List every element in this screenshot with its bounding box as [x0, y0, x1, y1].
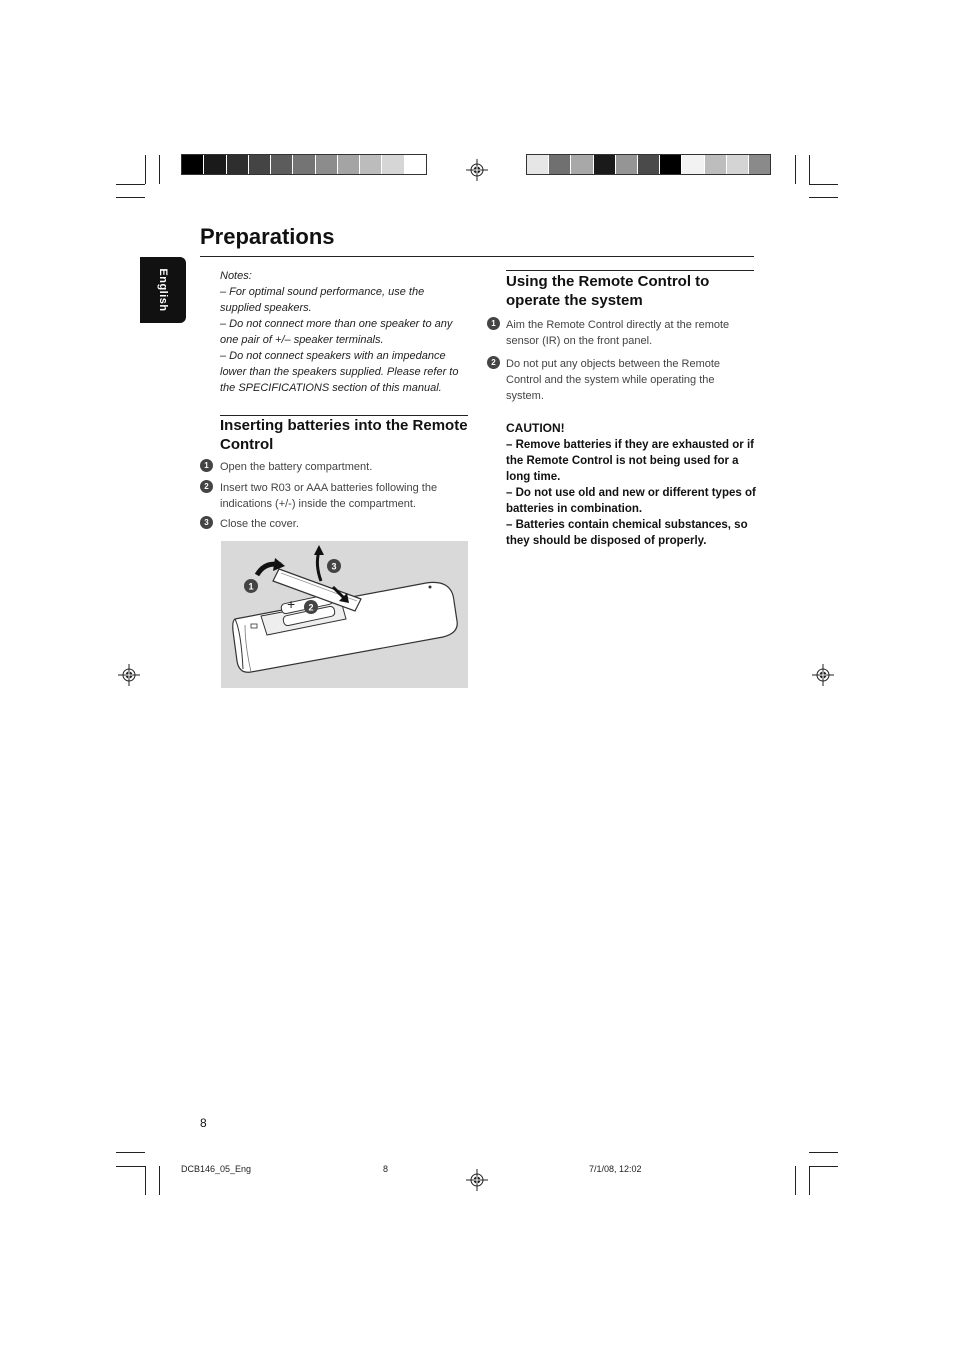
section-divider	[506, 270, 754, 271]
notes-heading: Notes:	[220, 270, 252, 282]
color-swatch	[594, 155, 616, 174]
step-text: Aim the Remote Control directly at the remote sensor (IR) on the front panel.	[506, 319, 730, 347]
caution-block	[506, 420, 756, 549]
color-bar-right	[526, 154, 771, 175]
notes-block	[220, 268, 468, 396]
note-item: – Do not connect more than one speaker to any one pair of +/– speaker terminals.	[220, 318, 453, 346]
registration-mark-icon	[466, 159, 488, 181]
color-swatch	[382, 155, 404, 174]
illustration-label: 2	[308, 602, 314, 613]
crop-mark	[795, 1166, 796, 1195]
color-swatch	[249, 155, 271, 174]
note-item: – For optimal sound performance, use the supplied speakers.	[220, 286, 425, 314]
color-swatch	[405, 155, 426, 174]
caution-item: – Batteries contain chemical substances, so they should be disposed of properly.	[506, 519, 748, 547]
color-swatch	[638, 155, 660, 174]
page-title: Preparations	[200, 224, 335, 249]
section-heading-batteries: Inserting batteries into the Remote Control	[220, 417, 468, 453]
color-swatch	[204, 155, 226, 174]
step-number-icon: 3	[200, 516, 213, 529]
color-swatch	[571, 155, 593, 174]
crop-mark	[159, 1166, 160, 1195]
color-swatch	[271, 155, 293, 174]
remote-battery-illustration	[221, 541, 468, 688]
crop-mark	[145, 1166, 146, 1195]
language-tab	[140, 257, 186, 323]
crop-mark	[116, 1152, 145, 1153]
footer-filename: DCB146_05_Eng	[181, 1164, 252, 1174]
color-swatch	[227, 155, 249, 174]
crop-mark	[809, 1166, 838, 1167]
step-number-icon: 1	[200, 459, 213, 472]
crop-mark	[809, 1166, 810, 1195]
color-swatch	[705, 155, 727, 174]
step-number-icon: 2	[487, 356, 500, 369]
registration-mark-icon	[466, 1169, 488, 1191]
crop-mark	[116, 1166, 145, 1167]
step-text: Insert two R03 or AAA batteries following the indications (+/-) inside the compartment.	[220, 482, 438, 510]
illustration-label: 1	[248, 581, 254, 592]
color-bar-left	[181, 154, 427, 175]
crop-mark	[795, 155, 796, 184]
step-text: Do not put any objects between the Remote Control and the system while operating the system.	[506, 358, 721, 402]
registration-mark-icon	[812, 664, 834, 686]
page-number: 8	[200, 1116, 207, 1130]
note-item: – Do not connect speakers with an impedance lower than the speakers supplied. Please refer to the SPECIFICATIONS section of this manual.	[220, 350, 459, 394]
crop-mark	[809, 1152, 838, 1153]
caution-item: – Remove batteries if they are exhausted or if the Remote Control is not being used for a long time.	[506, 439, 754, 483]
footer-datetime: 7/1/08, 12:02	[589, 1164, 642, 1174]
caution-item: – Do not use old and new or different types of batteries in combination.	[506, 487, 756, 515]
color-swatch	[338, 155, 360, 174]
crop-mark	[116, 184, 145, 185]
color-swatch	[616, 155, 638, 174]
color-swatch	[660, 155, 682, 174]
color-swatch	[316, 155, 338, 174]
remote-control-drawing	[221, 541, 468, 688]
step-number-icon: 2	[200, 480, 213, 493]
color-swatch	[293, 155, 315, 174]
caution-title: CAUTION!	[506, 421, 565, 435]
crop-mark	[159, 155, 160, 184]
color-swatch	[527, 155, 549, 174]
color-swatch	[749, 155, 770, 174]
registration-mark-icon	[118, 664, 140, 686]
language-tab-label: English	[157, 268, 169, 312]
crop-mark	[116, 197, 145, 198]
color-swatch	[682, 155, 704, 174]
footer-page: 8	[383, 1164, 389, 1174]
color-swatch	[360, 155, 382, 174]
crop-mark	[809, 155, 810, 184]
illustration-label: 3	[331, 561, 337, 572]
color-swatch	[182, 155, 204, 174]
crop-mark	[809, 184, 838, 185]
step-text: Close the cover.	[220, 518, 299, 530]
step-text: Open the battery compartment.	[220, 461, 373, 473]
section-heading-remote: Using the Remote Control to operate the system	[506, 273, 710, 309]
color-swatch	[549, 155, 571, 174]
crop-mark	[809, 197, 838, 198]
step-number-icon: 1	[487, 317, 500, 330]
svg-text:+: +	[287, 596, 296, 612]
color-swatch	[727, 155, 749, 174]
crop-mark	[145, 155, 146, 184]
title-divider	[200, 256, 754, 257]
